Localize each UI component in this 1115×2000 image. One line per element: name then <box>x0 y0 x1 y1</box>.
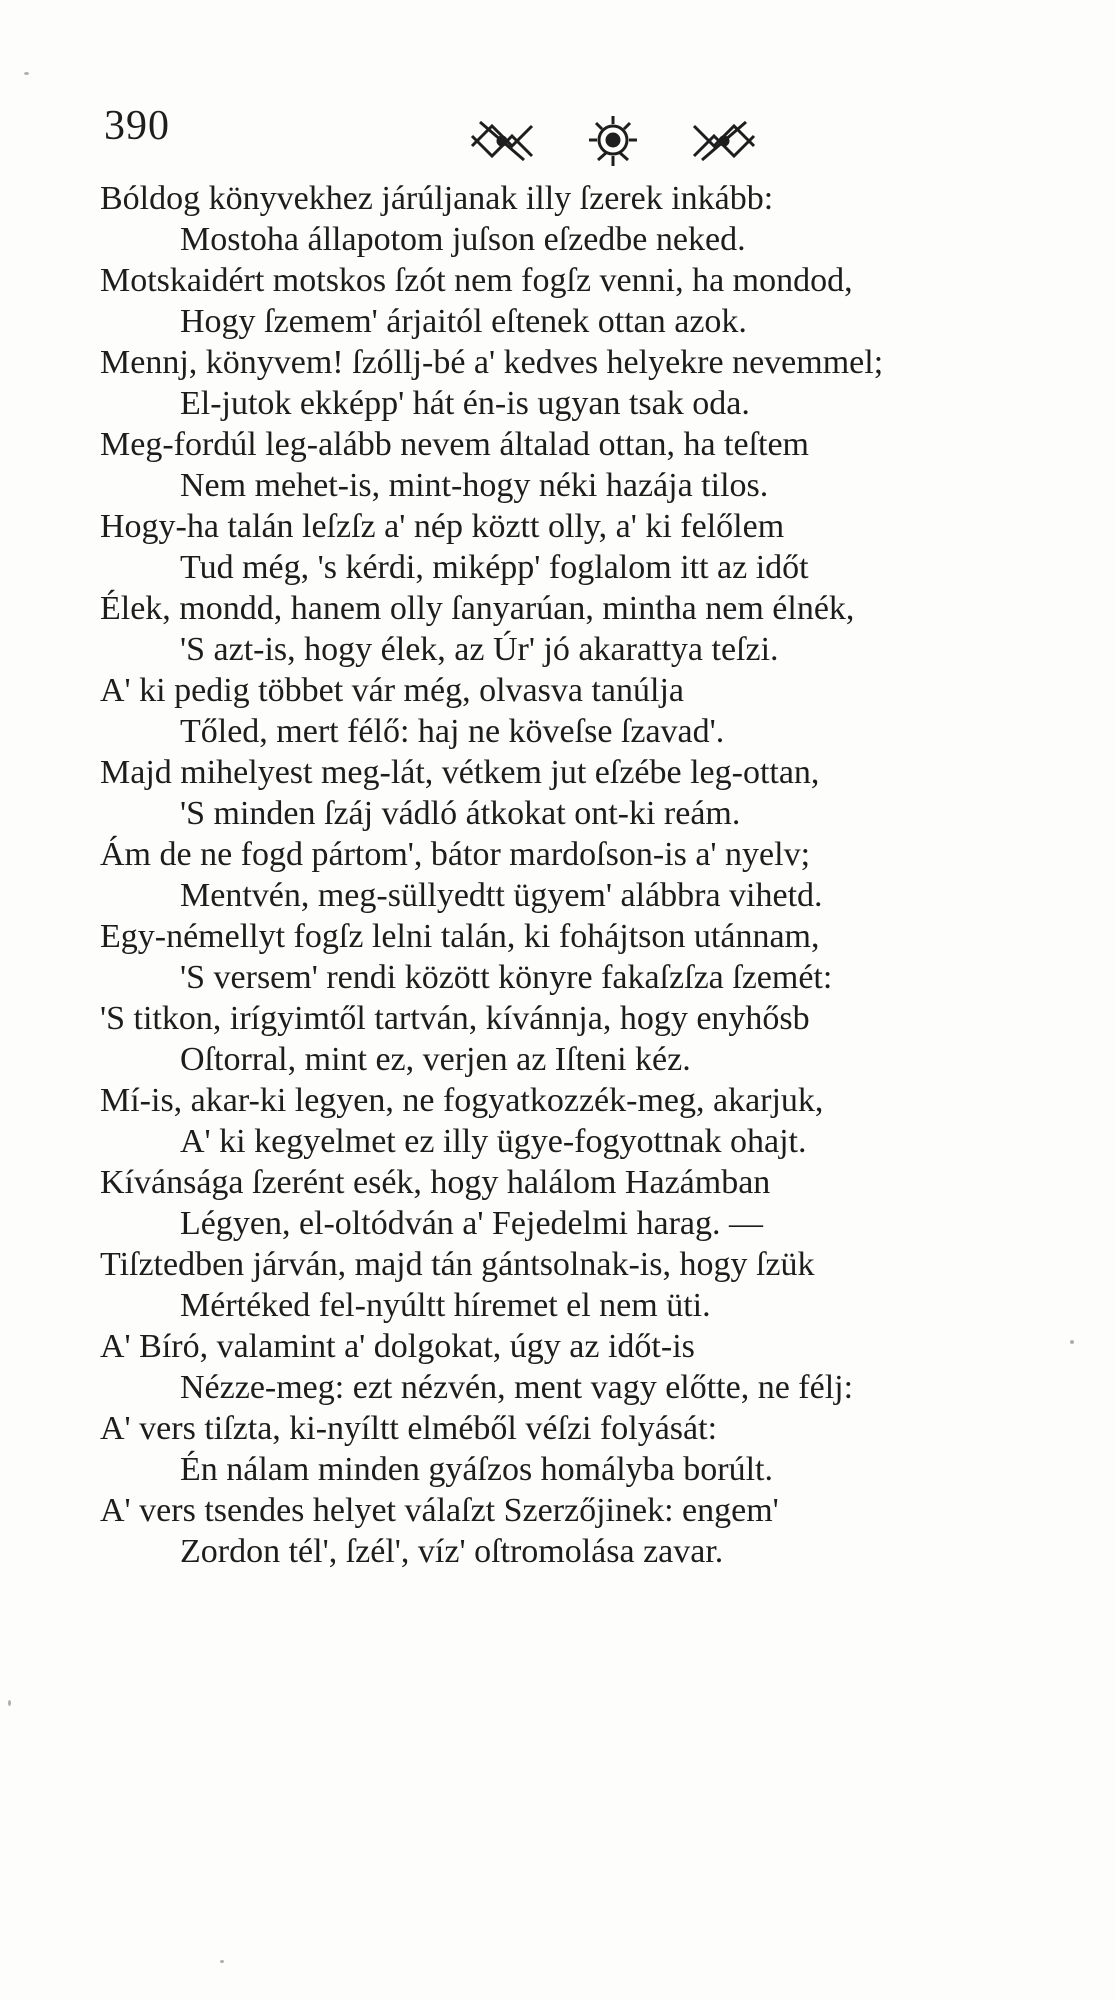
poem-line: Élek, mondd, hanem olly ſanyarúan, mintha nem élnék, <box>100 590 855 627</box>
poem-line: Én nálam minden gyáſzos homályba borúlt. <box>180 1451 773 1488</box>
ornament-graphic <box>468 112 758 172</box>
poem-line: Nézze-meg: ezt nézvén, ment vagy előtte, ne félj: <box>180 1369 854 1406</box>
left-fleuron-icon <box>472 122 532 160</box>
paper-speck <box>1070 1340 1074 1344</box>
page-number: 390 <box>104 103 170 149</box>
right-fleuron-icon <box>694 122 754 160</box>
poem-line: Bóldog könyvekhez járúljanak illy ſzerek inkább: <box>100 180 774 217</box>
poem-line: Tőled, mert félő: haj ne köveſse ſzavad'. <box>180 713 725 750</box>
poem-line: Tud még, 's kérdi, miképp' foglalom itt az időt <box>180 549 809 586</box>
poem-line: 'S titkon, irígyimtől tartván, kívánnja, hogy enyhősb <box>100 1000 810 1037</box>
poem-line: Mennj, könyvem! ſzóllj-bé a' kedves helyekre nevemmel; <box>100 344 884 381</box>
poem-line: A' Bíró, valamint a' dolgokat, úgy az időt-is <box>100 1328 695 1365</box>
printers-ornament-icon <box>468 112 758 172</box>
poem-line: A' ki pedig többet vár még, olvasva tanúlja <box>100 672 684 709</box>
poem-line: Tiſztedben járván, majd tán gántsolnak-is, hogy ſzük <box>100 1246 815 1283</box>
poem-line: Mí-is, akar-ki legyen, ne fogyatkozzék-meg, akarjuk, <box>100 1082 824 1119</box>
poem-line: Mértéked fel-nyúltt híremet el nem üti. <box>180 1287 711 1324</box>
poem-line: Nem mehet-is, mint-hogy néki hazája tilos. <box>180 467 769 504</box>
poem-line: El-jutok ekképp' hát én-is ugyan tsak oda. <box>180 385 750 422</box>
poem-line: Mentvén, meg-süllyedtt ügyem' alábbra vihetd. <box>180 877 823 914</box>
poem-line: Kívánsága ſzerént esék, hogy halálom Hazámban <box>100 1164 771 1201</box>
poem-line: 'S minden ſzáj vádló átkokat ont-ki reám. <box>180 795 741 832</box>
poem-line: A' vers tsendes helyet válaſzt Szerzőjinek: engem' <box>100 1492 779 1529</box>
poem-line: Zordon tél', ſzél', víz' oſtromolása zavar. <box>180 1533 724 1570</box>
poem-line: 'S azt-is, hogy élek, az Úr' jó akarattya teſzi. <box>180 631 779 668</box>
paper-speck <box>220 1960 224 1963</box>
center-rosette-icon <box>589 116 637 166</box>
poem-line: A' ki kegyelmet ez illy ügye-fogyottnak ohajt. <box>180 1123 807 1160</box>
poem-line: Mostoha állapotom juſson eſzedbe neked. <box>180 221 746 258</box>
poem-line: A' vers tiſzta, ki-nyíltt elméből véſzi folyását: <box>100 1410 718 1447</box>
poem-line: Ám de ne fogd pártom', bátor mardoſson-is a' nyelv; <box>100 836 811 873</box>
paper-speck <box>8 1700 11 1706</box>
poem-line: Majd mihelyest meg-lát, vétkem jut eſzébe leg-ottan, <box>100 754 820 791</box>
paper-speck <box>24 72 29 75</box>
poem-body <box>100 178 1090 1572</box>
poem-line: 'S versem' rendi között könyre fakaſzſza ſzemét: <box>180 959 833 996</box>
poem-line: Egy-némellyt fogſz lelni talán, ki fohájtson utánnam, <box>100 918 820 955</box>
poem-line: Oſtorral, mint ez, verjen az Iſteni kéz. <box>180 1041 691 1078</box>
poem-line: Motskaidért motskos ſzót nem fogſz venni, ha mondod, <box>100 262 853 299</box>
poem-line: Meg-fordúl leg-alább nevem általad ottan, ha teſtem <box>100 426 810 463</box>
poem-line: Hogy ſzemem' árjaitól eſtenek ottan azok. <box>180 303 747 340</box>
poem-line: Légyen, el-oltódván a' Fejedelmi harag. — <box>180 1205 763 1242</box>
poem-line: Hogy-ha talán leſzſz a' nép köztt olly, a' ki felőlem <box>100 508 785 545</box>
